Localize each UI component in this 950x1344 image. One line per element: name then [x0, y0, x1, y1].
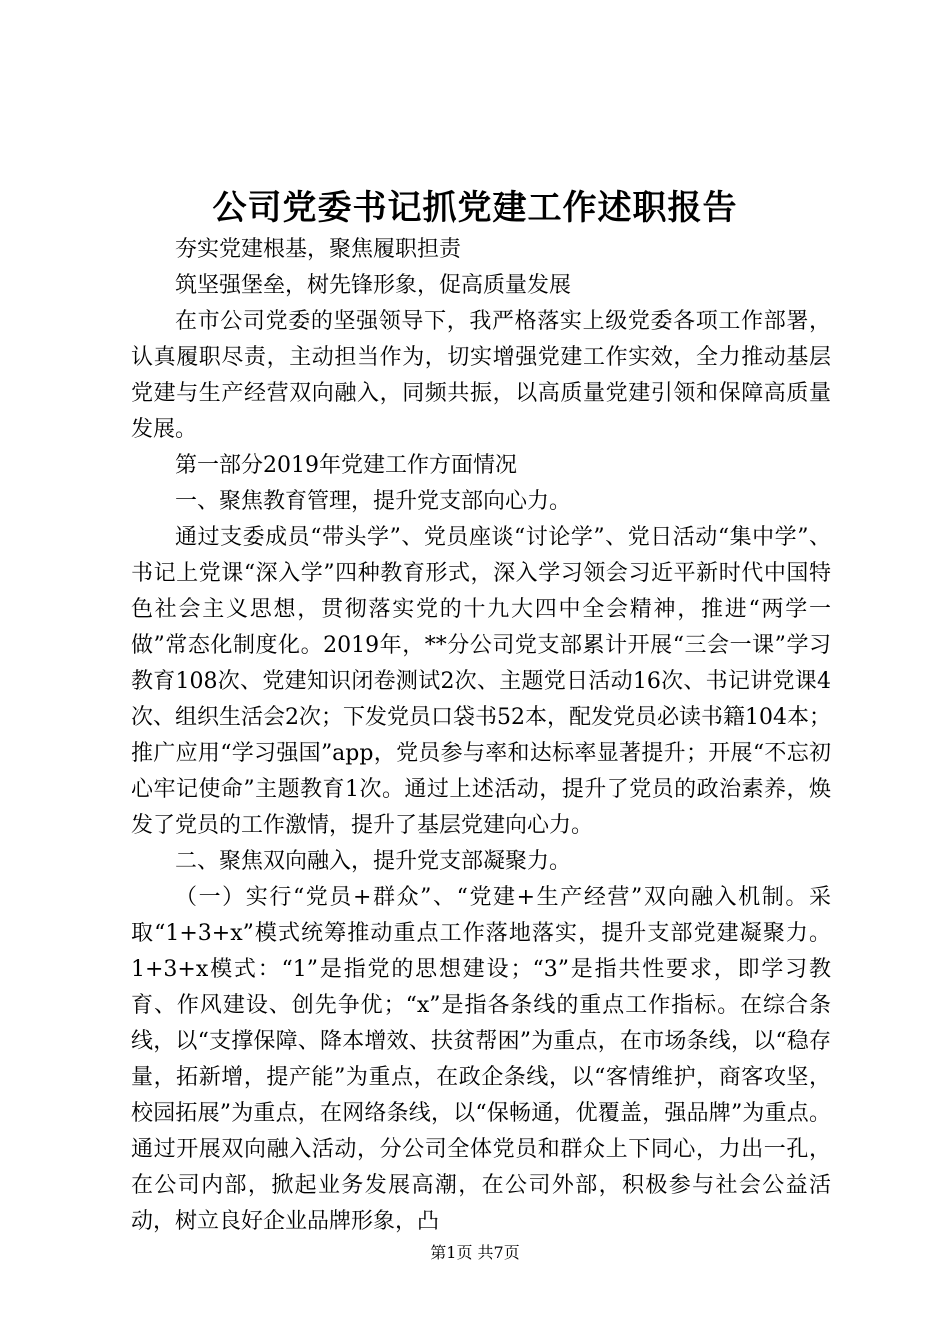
- paragraph-subtitle-1: 夯实党建根基，聚焦履职担责: [175, 237, 462, 262]
- paragraph-subtitle-2: 筑坚强堡垒，树先锋形象，促高质量发展: [175, 273, 572, 298]
- paragraph-section-2-body: （一）实行“党员+群众”、“党建+生产经营”双向融入机制。采取“1+3+x”模式统筹推动重点工作落地落实，提升支部党建凝聚力。1+3+x模式：“1”是指党的思想建设；“3”是指共性要求，即学习教育、作风建设、创先争优；“x”是指各条线的重点工作指标。在综合条线，以“支撑保障、降本增效、扶贫帮困”为重点，在市场条线，以“稳存量，拓新增，提产能”为重点，在政企条线，以“客情维护，商客攻坚，校园拓展”为重点，在网络条线，以“保畅通，优覆盖，强品牌”为重点。通过开展双向融入活动，分公司全体党员和群众上下同心，力出一孔，在公司内部，掀起业务发展高潮，在公司外部，积极参与社会公益活动，树立良好企业品牌形象，凸: [131, 885, 831, 1234]
- paragraph-section-1-heading: 一、聚焦教育管理，提升党支部向心力。: [175, 489, 572, 514]
- paragraph-section-1-body: 通过支委成员“带头学”、党员座谈“讨论学”、党日活动“集中学”、书记上党课“深入学”四种教育形式，深入学习领会习近平新时代中国特色社会主义思想，贯彻落实党的十九大四中全会精神，推进“两学一做”常态化制度化。2019年，**分公司党支部累计开展“三会一课”学习教育108次、党建知识闭卷测试2次、主题党日活动16次、书记讲党课4次、组织生活会2次；下发党员口袋书52本，配发党员必读书籍104本；推广应用“学习强国”app，党员参与率和达标率显著提升；开展“不忘初心牢记使命”主题教育1次。通过上述活动，提升了党员的政治素养，焕发了党员的工作激情，提升了基层党建向心力。: [131, 525, 832, 838]
- paragraph-section-2-heading: 二、聚焦双向融入，提升党支部凝聚力。: [175, 849, 572, 874]
- paragraph-intro: 在市公司党委的坚强领导下，我严格落实上级党委各项工作部署，认真履职尽责，主动担当作为，切实增强党建工作实效，全力推动基层党建与生产经营双向融入，同频共振，以高质量党建引领和保障高质量发展。: [131, 309, 831, 442]
- document-title: 公司党委书记抓党建工作述职报告: [212, 188, 738, 228]
- paragraph-part-heading: 第一部分2019年党建工作方面情况: [175, 453, 517, 478]
- page-footer: 第1页 共7页: [430, 1243, 520, 1262]
- document-body: [131, 232, 831, 1240]
